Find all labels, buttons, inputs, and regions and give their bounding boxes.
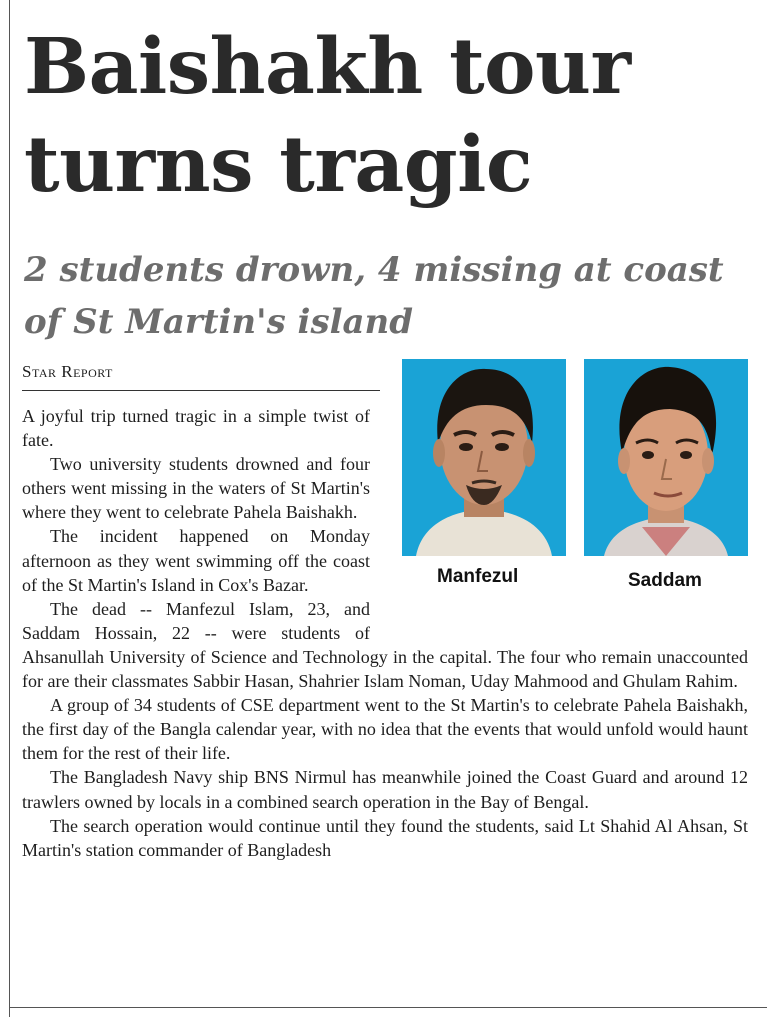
byline <box>22 362 380 391</box>
column-rule-bottom <box>9 1007 767 1008</box>
article-paragraph: A group of 34 students of CSE department went to the St Martin's to celebrate Pahela Baishakh, the first day of the Bangla calendar year, with no idea that the events that would unfold would haunt them for the rest of their life. <box>22 695 748 764</box>
byline-text: Star Report <box>22 362 113 381</box>
headline: Baishakh tour turns tragic <box>24 22 631 210</box>
photo-spacer <box>370 404 748 624</box>
article-paragraph: A joyful trip turned tragic in a simple twist of fate. <box>22 406 370 451</box>
subheadline: 2 students drown, 4 missing at coast of St Martin's island <box>24 250 724 342</box>
article-paragraph: The search operation would continue until they found the students, said Lt Shahid Al Ahsan, St Martin's station commander of Bangladesh <box>22 815 748 860</box>
photo-caption-manfezul: Manfezul <box>437 566 519 587</box>
article-paragraph: Two university students drowned and four others went missing in the waters of St Martin's where they went to celebrate Pahela Baishakh. <box>22 454 370 523</box>
article-paragraph: The dead -- Manfezul Islam, 23, and Saddam Hossain, 22 -- were students of Ahsanullah University of Science and Technology in the capital. The four who remain unaccounted for are their classmates Sabbir Hasan, Shahrier Islam Noman, Uday Mahmood and Ghulam Rahim. <box>22 598 748 692</box>
article-body <box>22 404 748 862</box>
article-paragraph: The incident happened on Monday afternoon as they went swimming off the coast of the St Martin's Island in Cox's Bazar. <box>22 526 370 595</box>
column-rule-left <box>9 0 10 1017</box>
article-paragraph: The Bangladesh Navy ship BNS Nirmul has meanwhile joined the Coast Guard and around 12 trawlers owned by locals in a combined search operation in the Bay of Bengal. <box>22 767 748 812</box>
photo-caption-saddam: Saddam <box>628 570 702 591</box>
